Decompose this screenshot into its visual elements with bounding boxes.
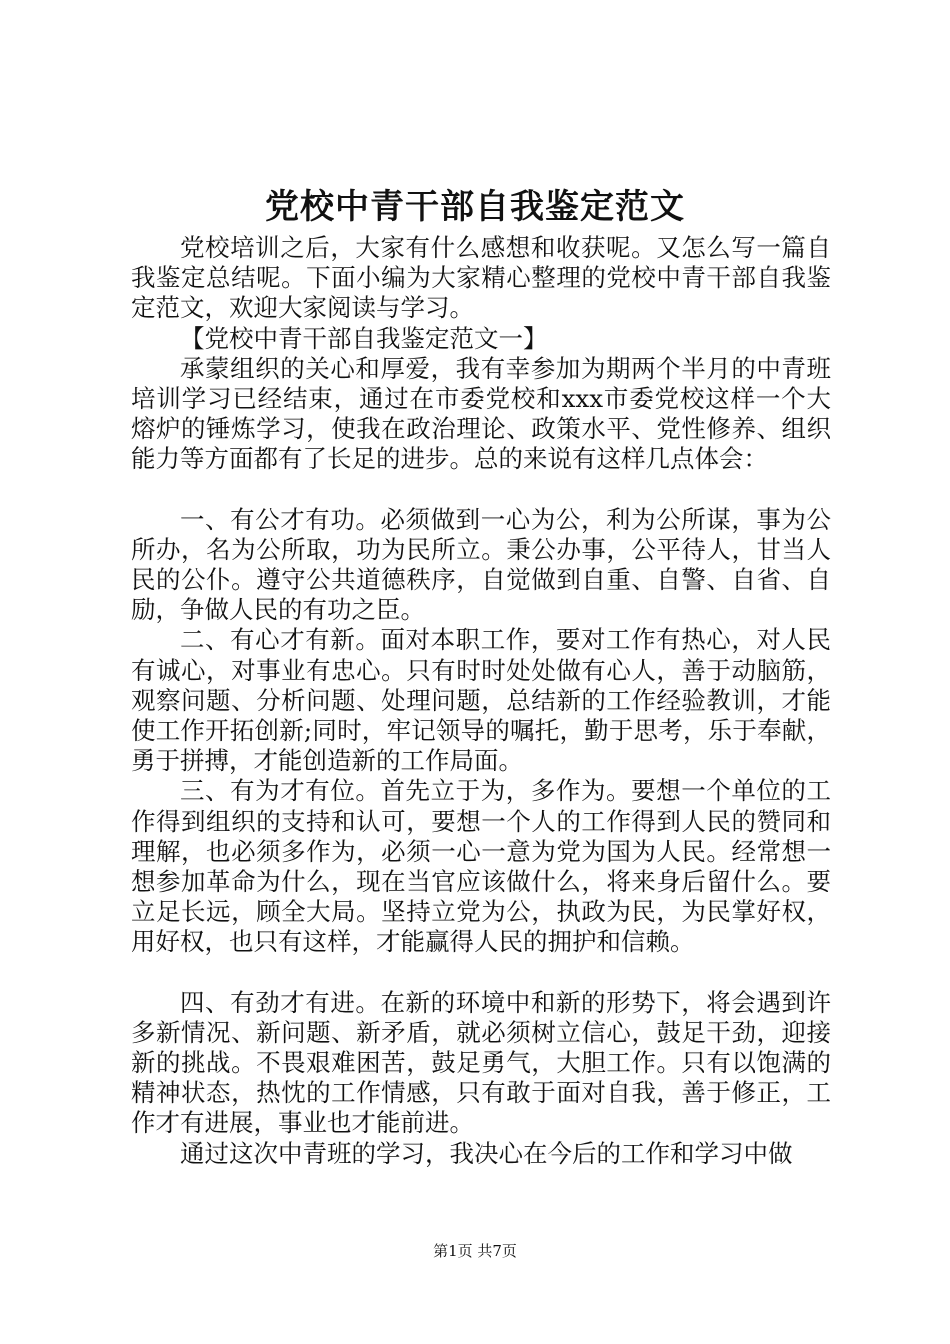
page-number: 第1页 共7页 [433,1242,517,1260]
body-paragraph: 三、有为才有位。首先立于为，多作为。要想一个单位的工作得到组织的支持和认可，要想一个人的工作得到人民的赞同和理解，也必须多作为，必须一心一意为党为国为人民。经常想一想参加革命为什么，现在当官应该做什么，将来身后留什么。要立足长远，顾全大局。坚持立党为公，执政为民，为民掌好权，用好权，也只有这样，才能赢得人民的拥护和信赖。 [131,776,831,957]
intro-paragraph: 党校培训之后，大家有什么感想和收获呢。又怎么写一篇自我鉴定总结呢。下面小编为大家精心整理的党校中青干部自我鉴定范文，欢迎大家阅读与学习。 [131,233,831,323]
section-heading: 【党校中青干部自我鉴定范文一】 [180,323,548,353]
page-title: 党校中青干部自我鉴定范文 [265,187,685,227]
body-paragraph: 一、有公才有功。必须做到一心为公，利为公所谋，事为公所办，名为公所取，功为民所立。秉公办事，公平待人，甘当人民的公仆。遵守公共道德秩序，自觉做到自重、自警、自省、自励，争做人民的有功之臣。 [131,504,831,625]
body-paragraph: 四、有劲才有进。在新的环境中和新的形势下，将会遇到许多新情况、新问题、新矛盾，就必须树立信心，鼓足干劲，迎接新的挑战。不畏艰难困苦，鼓足勇气，大胆工作。只有以饱满的精神状态，热忱的工作情感，只有敢于面对自我，善于修正，工作才有进展，事业也才能前进。 [131,987,831,1138]
body-paragraph: 承蒙组织的关心和厚爱，我有幸参加为期两个半月的中青班培训学习已经结束，通过在市委党校和xxx市委党校这样一个大熔炉的锤炼学习，使我在政治理论、政策水平、党性修养、组织能力等方面都有了长足的进步。总的来说有这样几点体会： [131,353,831,474]
body-paragraph: 二、有心才有新。面对本职工作，要对工作有热心，对人民有诚心，对事业有忠心。只有时时处处做有心人，善于动脑筋，观察问题、分析问题、处理问题，总结新的工作经验教训，才能使工作开拓创新;同时，牢记领导的嘱托，勤于思考，乐于奉献，勇于拼搏，才能创造新的工作局面。 [131,625,831,776]
body-paragraph: 通过这次中青班的学习，我决心在今后的工作和学习中做 [180,1138,793,1168]
document-body [131,233,831,1169]
